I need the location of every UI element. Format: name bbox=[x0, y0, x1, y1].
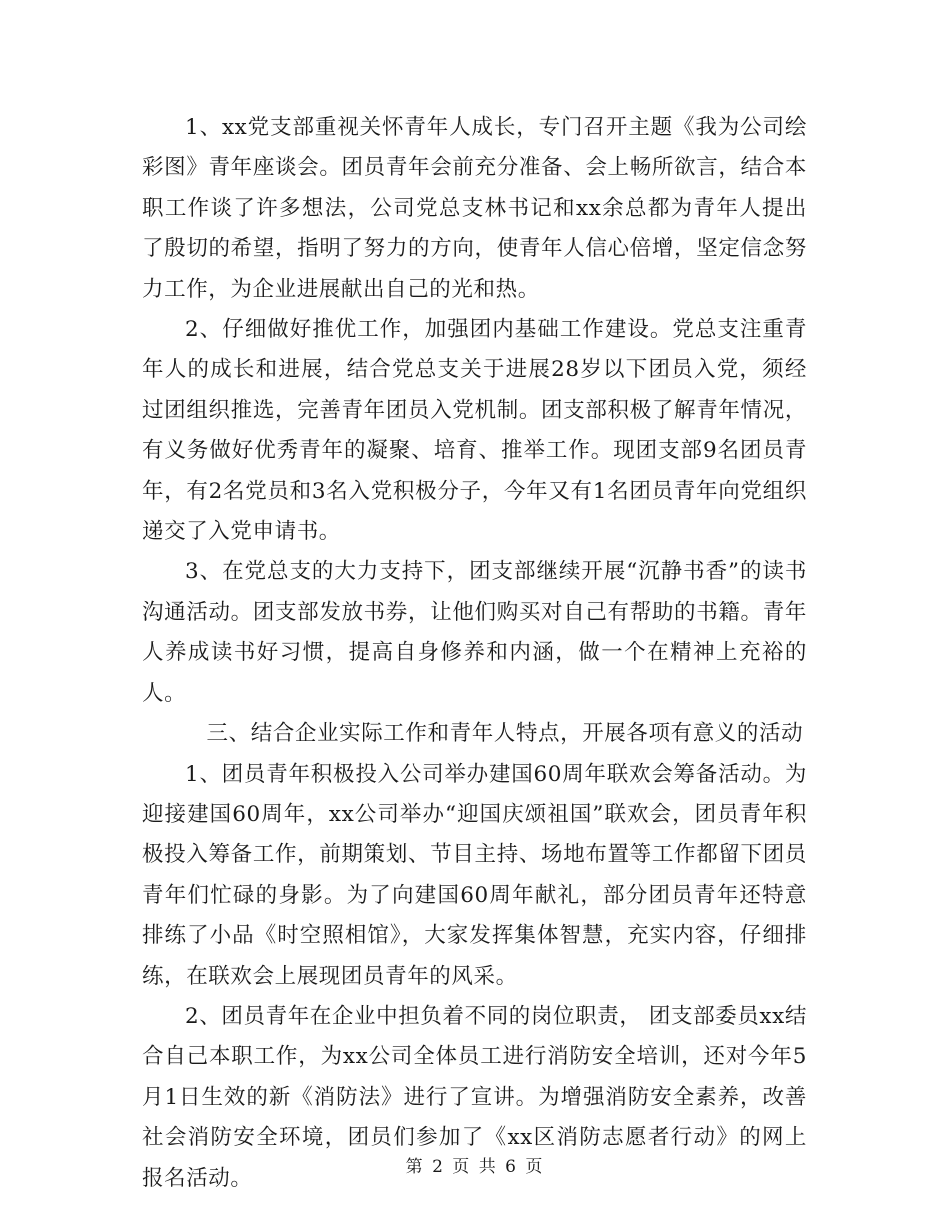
section-heading: 三、结合企业实际工作和青年人特点，开展各项有意义的活动 bbox=[206, 721, 804, 747]
page-number-footer: 第 2 页 共 6 页 bbox=[405, 1157, 545, 1177]
paragraph-2: 2、仔细做好推优工作，加强团内基础工作建设。党总支注重青年人的成长和进展，结合党总支关于进展28岁以下团员入党，须经过团组织推选，完善青年团员入党机制。团支部积极了解青年情况，有义务做好优秀青年的凝聚、培育、推举工作。现团支部9名团员青年，有2名党员和3名入党积极分子，今年又有1名团员青年向党组织递交了入党申请书。 bbox=[142, 317, 807, 545]
paragraph-5: 2、团员青年在企业中担负着不同的岗位职责， 团支部委员xx结合自己本职工作，为xx公司全体员工进行消防安全培训，还对今年5月1日生效的新《消防法》进行了宣讲。为增强消防安全素养，改善社会消防安全环境，团员们参加了《xx区消防志愿者行动》的网上报名活动。 bbox=[142, 1003, 807, 1191]
paragraph-4: 1、团员青年积极投入公司举办建国60周年联欢会筹备活动。为迎接建国60周年，xx公司举办“迎国庆颂祖国”联欢会，团员青年积极投入筹备工作，前期策划、节目主持、场地布置等工作都留下团员青年们忙碌的身影。为了向建国60周年献礼，部分团员青年还特意排练了小品《时空照相馆》，大家发挥集体智慧，充实内容，仔细排练，在联欢会上展现团员青年的风采。 bbox=[142, 761, 807, 989]
paragraph-3: 3、在党总支的大力支持下，团支部继续开展“沉静书香”的读书沟通活动。团支部发放书券，让他们购买对自己有帮助的书籍。青年人养成读书好习惯，提高自身修养和内涵，做一个在精神上充裕的人。 bbox=[142, 559, 807, 706]
paragraph-1: 1、xx党支部重视关怀青年人成长，专门召开主题《我为公司绘彩图》青年座谈会。团员青年会前充分准备、会上畅所欲言，结合本职工作谈了许多想法，公司党总支林书记和xx余总都为青年人提出了殷切的希望，指明了努力的方向，使青年人信心倍增，坚定信念努力工作，为企业进展献出自己的光和热。 bbox=[142, 115, 807, 302]
document-body bbox=[142, 108, 807, 1199]
